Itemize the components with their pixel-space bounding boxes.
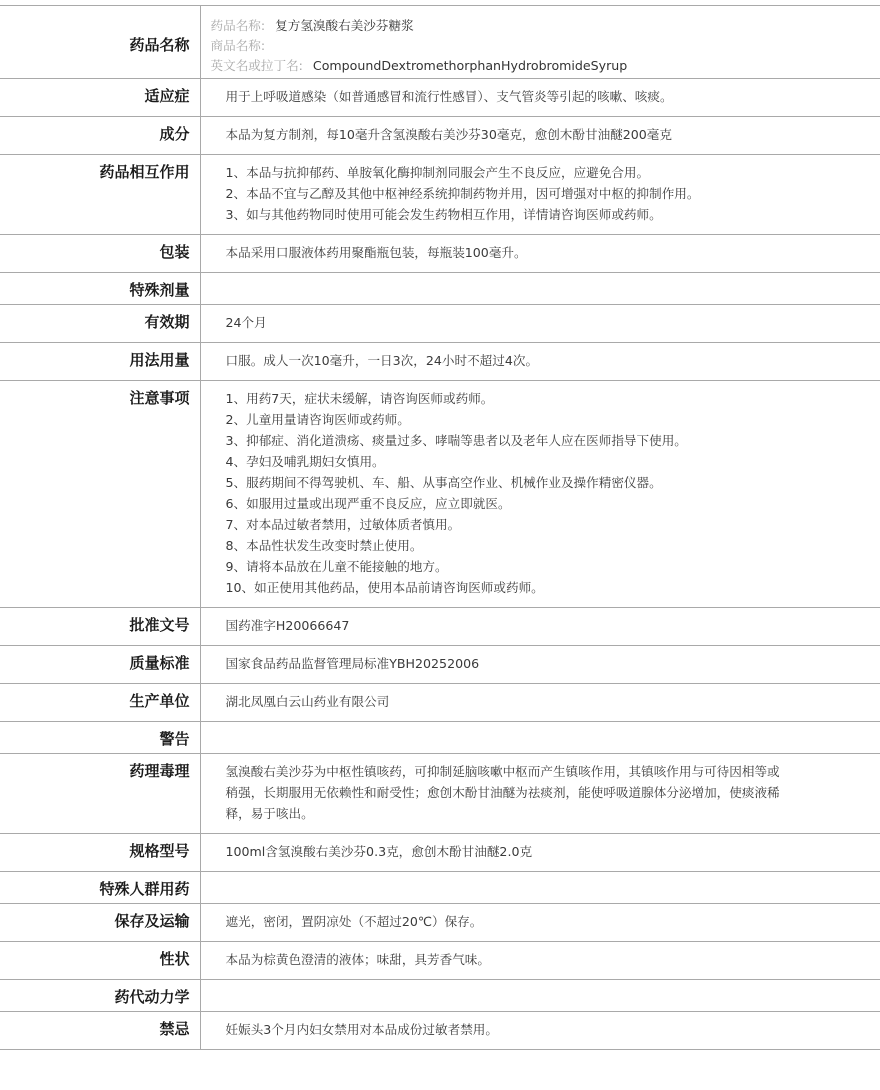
row-value	[200, 872, 880, 904]
table-row	[0, 646, 880, 684]
row-label: 禁忌	[0, 1012, 200, 1050]
value-line: 本品为复方制剂，每10毫升含氢溴酸右美沙芬30毫克，愈创木酚甘油醚200毫克	[225, 127, 672, 142]
row-value	[200, 79, 880, 117]
row-value	[200, 343, 880, 381]
table-row	[0, 872, 880, 904]
generic-name-key: 药品名称:	[210, 18, 266, 33]
row-value	[200, 381, 880, 608]
table-row	[0, 942, 880, 980]
value-line: 4、孕妇及哺乳期妇女慎用。	[225, 454, 385, 469]
value-paragraph: 氢溴酸右美沙芬为中枢性镇咳药，可抑制延脑咳嗽中枢而产生镇咳作用，其镇咳作用与可待因相等或稍强，长期服用无依赖性和耐受性；愈创木酚甘油醚为祛痰剂，能使呼吸道腺体分泌增加，使痰液稀释，易于咳出。	[225, 764, 780, 821]
table-row	[0, 273, 880, 305]
value-line: 3、如与其他药物同时使用可能会发生药物相互作用，详情请咨询医师或药师。	[225, 207, 662, 222]
table-row	[0, 608, 880, 646]
row-value	[200, 235, 880, 273]
row-value	[200, 117, 880, 155]
table-row	[0, 343, 880, 381]
table-row	[0, 684, 880, 722]
generic-name-line	[211, 16, 871, 36]
value-line: 妊娠头3个月内妇女禁用对本品成份过敏者禁用。	[225, 1022, 498, 1037]
english-name-line	[211, 56, 871, 76]
value-line: 24个月	[225, 315, 267, 330]
table-row	[0, 305, 880, 343]
row-value	[200, 942, 880, 980]
value-line: 遮光，密闭，置阴凉处（不超过20℃）保存。	[225, 914, 483, 929]
table-row	[0, 117, 880, 155]
row-label: 规格型号	[0, 834, 200, 872]
value-line: 2、儿童用量请咨询医师或药师。	[225, 412, 410, 427]
row-label: 注意事项	[0, 381, 200, 608]
value-line: 1、本品与抗抑郁药、单胺氧化酶抑制剂同服会产生不良反应，应避免合用。	[225, 165, 650, 180]
value-line: 6、如服用过量或出现严重不良反应，应立即就医。	[225, 496, 511, 511]
row-label: 包装	[0, 235, 200, 273]
row-value	[200, 273, 880, 305]
value-line: 9、请将本品放在儿童不能接触的地方。	[225, 559, 448, 574]
value-line: 7、对本品过敏者禁用，过敏体质者慎用。	[225, 517, 461, 532]
table-row	[0, 754, 880, 834]
drug-info-body	[0, 6, 880, 1050]
generic-name-value: 复方氢溴酸右美沙芬糖浆	[275, 18, 414, 33]
value-line: 8、本品性状发生改变时禁止使用。	[225, 538, 423, 553]
row-label: 成分	[0, 117, 200, 155]
row-value	[200, 980, 880, 1012]
row-label: 保存及运输	[0, 904, 200, 942]
trade-name-key: 商品名称:	[210, 38, 266, 53]
table-row	[0, 381, 880, 608]
row-value	[200, 904, 880, 942]
value-line: 10、如正使用其他药品，使用本品前请咨询医师或药师。	[225, 580, 544, 595]
row-label: 警告	[0, 722, 200, 754]
table-row	[0, 834, 880, 872]
table-row	[0, 79, 880, 117]
value-line: 2、本品不宜与乙醇及其他中枢神经系统抑制药物并用，因可增强对中枢的抑制作用。	[225, 186, 700, 201]
value-line: 5、服药期间不得驾驶机、车、船、从事高空作业、机械作业及操作精密仪器。	[225, 475, 662, 490]
row-value	[200, 305, 880, 343]
value-line: 本品为棕黄色澄清的液体；味甜，具芳香气味。	[225, 952, 490, 967]
row-label: 质量标准	[0, 646, 200, 684]
row-label: 用法用量	[0, 343, 200, 381]
english-name-key: 英文名或拉丁名:	[210, 58, 303, 73]
table-row	[0, 235, 880, 273]
row-value	[200, 684, 880, 722]
row-label: 批准文号	[0, 608, 200, 646]
row-drug-names	[0, 6, 880, 79]
value-line: 国药准字H20066647	[225, 618, 350, 633]
table-row	[0, 904, 880, 942]
row-label: 有效期	[0, 305, 200, 343]
row-value	[200, 1012, 880, 1050]
table-row	[0, 1012, 880, 1050]
value-line: 湖北凤凰白云山药业有限公司	[225, 694, 390, 709]
table-row	[0, 980, 880, 1012]
row-label: 药理毒理	[0, 754, 200, 834]
drug-info-table	[0, 5, 880, 1050]
row-label: 适应症	[0, 79, 200, 117]
value-line: 100ml含氢溴酸右美沙芬0.3克，愈创木酚甘油醚2.0克	[225, 844, 533, 859]
row-value	[200, 646, 880, 684]
row-label: 药品名称	[0, 6, 200, 79]
value-line: 口服。成人一次10毫升，一日3次，24小时不超过4次。	[225, 353, 539, 368]
value-line: 本品采用口服液体药用聚酯瓶包装，每瓶装100毫升。	[225, 245, 527, 260]
row-label: 特殊剂量	[0, 273, 200, 305]
value-line: 3、抑郁症、消化道溃疡、痰量过多、哮喘等患者以及老年人应在医师指导下使用。	[225, 433, 687, 448]
row-value	[200, 155, 880, 235]
row-value	[200, 754, 880, 834]
row-label: 特殊人群用药	[0, 872, 200, 904]
row-label: 药代动力学	[0, 980, 200, 1012]
value-line: 用于上呼吸道感染（如普通感冒和流行性感冒）、支气管炎等引起的咳嗽、咳痰。	[225, 89, 673, 104]
trade-name-line	[211, 36, 871, 56]
english-name-value: CompoundDextromethorphanHydrobromideSyrup	[312, 58, 628, 73]
value-line: 1、用药7天，症状未缓解，请咨询医师或药师。	[225, 391, 494, 406]
row-label: 药品相互作用	[0, 155, 200, 235]
row-value	[200, 722, 880, 754]
row-label: 生产单位	[0, 684, 200, 722]
row-value	[200, 608, 880, 646]
table-row	[0, 722, 880, 754]
table-row	[0, 155, 880, 235]
drug-names-cell	[200, 6, 880, 79]
row-value	[200, 834, 880, 872]
row-label: 性状	[0, 942, 200, 980]
value-line: 国家食品药品监督管理局标准YBH20252006	[225, 656, 480, 671]
